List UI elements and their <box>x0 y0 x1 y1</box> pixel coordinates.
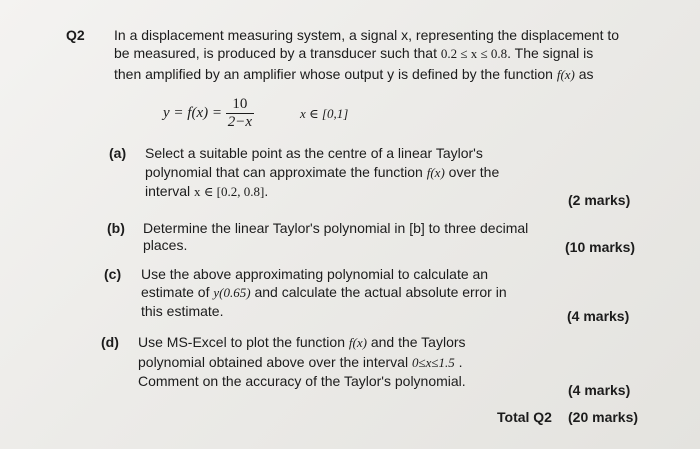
total-label: Total Q2 <box>497 409 552 425</box>
part-a-label: (a) <box>109 145 127 161</box>
part-b-line-2: places. <box>143 237 188 253</box>
intro-line-3-tail: as <box>578 66 594 82</box>
part-a-fx: f(x) <box>426 165 445 180</box>
equation-denominator: 2−x <box>227 114 252 130</box>
part-c-line-1: Use the above approximating polynomial to calculate an <box>141 266 489 282</box>
intro-fx: f(x) <box>556 67 575 82</box>
intro-line-3 <box>114 65 594 84</box>
equation-lhs: y = f(x) = <box>163 105 222 121</box>
part-c-marks: (4 marks) <box>567 308 630 324</box>
question-number: Q2 <box>66 27 85 43</box>
part-d-line-2 <box>138 353 463 372</box>
part-c-y-value: y(0.65) <box>213 285 251 300</box>
intro-line-1: In a displacement measuring system, a signal x, representing the displacement to <box>114 27 620 43</box>
part-d-interval-end: . <box>458 354 463 370</box>
part-c-line-2-text: estimate of <box>141 284 210 300</box>
part-c-line-2 <box>141 283 507 302</box>
part-a-line-2-tail: over the <box>448 164 500 180</box>
intro-line-2-text: be measured, is produced by a transducer such that <box>114 45 437 61</box>
part-a-line-3-text: interval <box>145 183 191 199</box>
equation-domain: x ∈ [0,1] <box>300 106 349 121</box>
part-d-line-1 <box>138 333 466 352</box>
equation <box>163 96 254 131</box>
part-b-line-1: Determine the linear Taylor's polynomial in [b] to three decimal <box>143 220 529 236</box>
part-d-fx: f(x) <box>348 335 367 350</box>
intro-line-2-tail: . The signal is <box>507 45 594 61</box>
part-c-label: (c) <box>104 266 122 282</box>
equation-numerator: 10 <box>226 96 254 114</box>
part-a-line-3 <box>145 182 268 201</box>
intro-line-3-text: then amplified by an amplifier whose output y is defined by the function <box>114 66 553 82</box>
part-a-line-2-text: polynomial that can approximate the function <box>145 164 423 180</box>
total-marks: (20 marks) <box>568 409 639 425</box>
range-x: 0.2 ≤ x ≤ 0.8 <box>440 46 508 61</box>
part-a-line-1: Select a suitable point as the centre of a linear Taylor's <box>145 145 483 161</box>
part-a-interval: x ∈ [0.2, 0.8] <box>194 184 265 199</box>
part-b-label: (b) <box>107 220 125 236</box>
part-d-marks: (4 marks) <box>568 382 631 398</box>
part-b-marks: (10 marks) <box>565 239 636 255</box>
equation-fraction <box>226 96 254 131</box>
part-a-line-2 <box>145 163 499 182</box>
part-d-line-2-text: polynomial obtained above over the interval <box>138 354 409 370</box>
part-c-line-3: this estimate. <box>141 303 224 319</box>
part-d-line-1-text: Use MS-Excel to plot the function <box>138 334 345 350</box>
part-d-interval: 0≤x≤1.5 <box>411 355 455 370</box>
part-d-line-3: Comment on the accuracy of the Taylor's polynomial. <box>138 373 466 389</box>
part-a-interval-end: . <box>264 183 269 199</box>
part-c-line-2-tail: and calculate the actual absolute error in <box>254 284 507 300</box>
part-a-marks: (2 marks) <box>568 192 631 208</box>
part-d-line-1-tail: and the Taylors <box>370 334 466 350</box>
intro-line-2 <box>114 44 593 63</box>
part-d-label: (d) <box>101 334 119 350</box>
